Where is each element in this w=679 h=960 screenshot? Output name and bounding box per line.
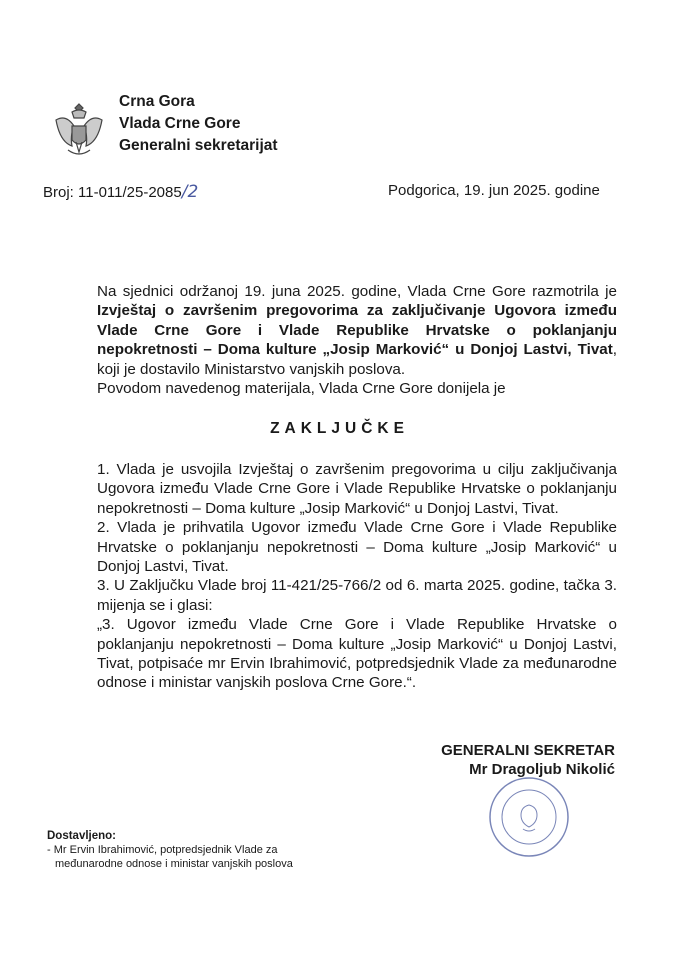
handwritten-suffix: /2 [181,182,199,202]
header-government: Vlada Crne Gore [119,115,241,132]
distribution-list [47,829,293,871]
intro-conclusion-line: Povodom navedenog materijala, Vlada Crne Gore donijela je [97,380,506,398]
intro-section [97,282,617,398]
reference-number [43,182,198,202]
coat-of-arms-icon [48,100,110,162]
signatory-title: GENERALNI SEKRETAR [441,742,615,759]
conclusion-item-3-quote: „3. Ugovor između Vlade Crne Gore i Vlade Republike Hrvatske o poklanjanju nepokretnosti – Doma kulture „Josip Marković“ u Donjoj Lastvi, Tivat, potpisaće mr Ervin Ibrahimović, potpredsjednik Vlade za međunarodne odnose i ministar vanjskih poslova Crne Gore.“. [97,616,617,692]
intro-paragraph [97,282,617,379]
conclusions-heading: ZAKLJUČKE [270,420,409,437]
intro-report-title: Izvještaj o završenim pregovorima za zaključivanje Ugovora između Vlade Crne Gore i Vlade Republike Hrvatske o poklanjanju nepokretnosti – Doma kulture „Josip Marković“ u Donjoj Lastvi, Tivat [97,302,617,359]
issuer-header [119,91,278,157]
distribution-title: Dostavljeno: [47,830,117,842]
conclusion-item-2: 2. Vlada je prihvatila Ugovor između Vlade Crne Gore i Vlade Republike Hrvatske o poklanjanju nepokretnosti – Doma kulture „Josip Marković“ u Donjoj Lastvi, Tivat. [97,519,617,576]
conclusions-list [97,460,617,693]
place-date: Podgorica, 19. jun 2025. godine [388,182,600,199]
intro-text-b: , koji je dostavilo Ministarstvo vanjskih poslova. [97,341,617,378]
header-secretariat: Generalni sekretarijat [119,137,278,154]
signatory-name: Mr Dragoljub Nikolić [469,761,615,778]
conclusion-item-3: 3. U Zaključku Vlade broj 11-421/25-766/2 od 6. marta 2025. godine, tačka 3. mijenja se i glasi: [97,577,617,614]
distribution-line-2: međunarodne odnose i ministar vanjskih poslova [55,858,293,870]
official-stamp-icon [487,775,571,859]
header-country: Crna Gora [119,93,195,110]
signature-block [415,741,615,779]
intro-text-a: Na sjednici održanoj 19. juna 2025. godine, Vlada Crne Gore razmotrila je [97,283,617,300]
distribution-line-1: - Mr Ervin Ibrahimović, potpredsjednik Vlade za [47,844,278,856]
conclusion-item-1: 1. Vlada je usvojila Izvještaj o završenim pregovorima u cilju zaključivanja Ugovora između Vlade Crne Gore i Vlade Republike Hrvatske o poklanjanju nepokretnosti – Doma kulture „Josip Marković“ u Donjoj Lastvi, Tivat. [97,461,617,517]
reference-number-text: Broj: 11-011/25-2085 [43,184,182,201]
